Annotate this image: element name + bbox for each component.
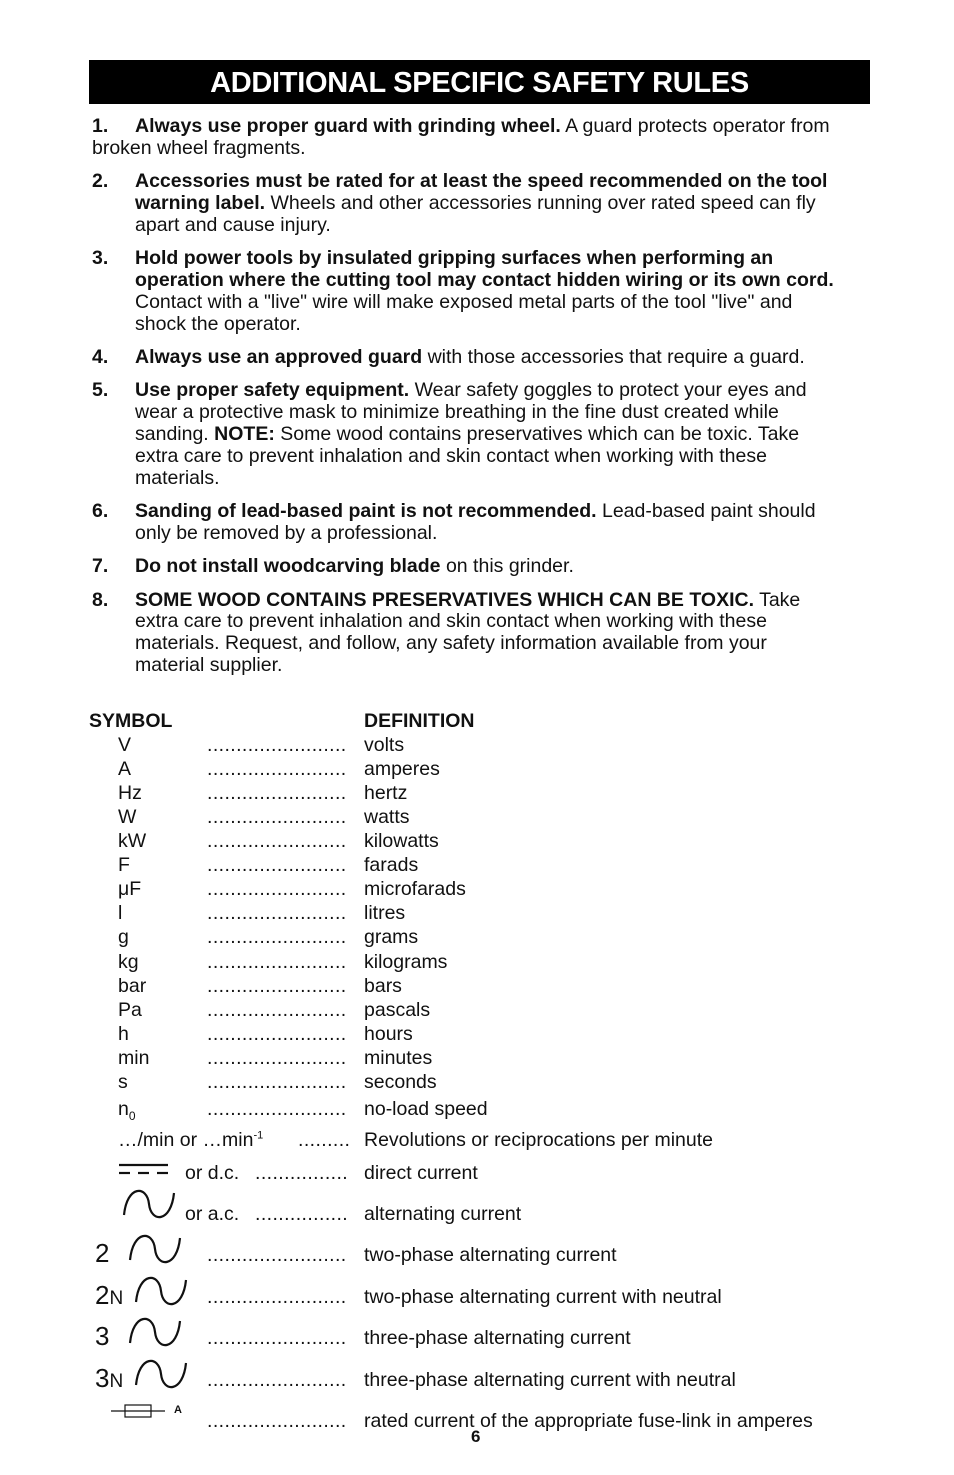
sine-wave-icon: [121, 1185, 177, 1223]
rule-item: 1. Always use proper guard with grinding wheel. A guard protects operator from broken wheel fragments.: [92, 115, 830, 159]
symbol-row-two-phase: 2 ........................ two-phase alternating current: [0, 1244, 954, 1268]
symbol-row: Hz ........................ hertz: [118, 782, 408, 804]
symbol-row-fuse: A ........................ rated current of the appropriate fuse-link in amperes: [0, 1410, 954, 1434]
direct-current-icon: [118, 1162, 170, 1176]
symbol-row-rpm: …/min or $\dots\min^{-1}$ ......... Revolutions or reciprocations per minute: [118, 1129, 714, 1151]
symbol-row: bar ........................ bars: [118, 975, 402, 997]
section-title: ADDITIONAL SPECIFIC SAFETY RULES: [89, 60, 870, 104]
symbol-row: V ........................ volts: [118, 734, 405, 756]
symbol-row: F ........................ farads: [118, 854, 419, 876]
rule-item: 2. Accessories must be rated for at least the speed recommended on the tool warning label. Wheels and other accessories running over rated speed can fly apart and cause injury.: [92, 170, 828, 236]
symbol-row-three-phase-neutral: 3N ........................ three-phase alternating current with neutral: [0, 1369, 954, 1393]
sine-wave-icon: [133, 1272, 189, 1310]
rule-item: 6. Sanding of lead-based paint is not recommended. Lead-based paint should only be removed by a professional.: [92, 499, 816, 544]
symbol-row-two-phase-neutral: 2N ........................ two-phase alternating current with neutral: [0, 1286, 954, 1310]
definition-heading: DEFINITION: [364, 710, 475, 732]
sine-wave-icon: [133, 1355, 189, 1393]
symbol-row: l ........................ litres: [118, 902, 406, 924]
sine-wave-icon: [127, 1313, 183, 1351]
symbol-row: min ........................ minutes: [118, 1047, 433, 1069]
symbol-row-direct-current: or d.c. ................ direct current: [0, 1162, 954, 1186]
symbol-row: g ........................ grams: [118, 926, 419, 948]
symbol-row: h ........................ hours: [118, 1023, 413, 1045]
rule-item: 5. Use proper safety equipment. Wear safety goggles to protect your eyes and wear a protective mask to minimize breathing in the fine dust created while sanding. NOTE: Some wood contains preservatives which can be toxic. Take extra care to prevent inhalation and skin contact when working with these materials.: [92, 379, 807, 489]
rule-item: 7. Do not install woodcarving blade on this grinder.: [92, 555, 574, 578]
rule-item: 4. Always use an approved guard with those accessories that require a guard.: [92, 345, 805, 368]
symbol-row: s ........................ seconds: [118, 1071, 437, 1093]
rule-item: 3. Hold power tools by insulated gripping surfaces when performing an operation where the cutting tool may contact hidden wiring or its own cord. Contact with a "live" wire will make exposed metal parts of the tool "live" and shock the operator.: [92, 247, 834, 335]
symbol-row: A ........................ amperes: [118, 758, 440, 780]
symbol-row: kW ........................ kilowatts: [118, 830, 439, 852]
symbol-row-alternating-current: or a.c. ................ alternating current: [0, 1203, 954, 1227]
rule-item: 8. SOME WOOD CONTAINS PRESERVATIVES WHICH CAN BE TOXIC. Take extra care to prevent inhalation and skin contact when working with these materials. Request, and follow, any safety information available from your material supplier.: [92, 588, 801, 676]
page-number: 6: [471, 1427, 481, 1446]
sine-wave-icon: [127, 1230, 183, 1268]
symbol-row: μF ........................ microfarads: [118, 878, 466, 900]
symbol-row-no-load-speed: $n_0$ ........................ no-load speed: [118, 1098, 488, 1123]
symbol-row: kg ........................ kilograms: [118, 951, 448, 973]
symbol-heading: SYMBOL: [89, 710, 173, 732]
symbol-row: Pa ........................ pascals: [118, 999, 431, 1021]
symbol-row-three-phase: 3 ........................ three-phase alternating current: [0, 1327, 954, 1351]
safety-rules-list: [92, 116, 837, 688]
fuse-icon: [110, 1403, 166, 1419]
symbol-row: W ........................ watts: [118, 806, 410, 828]
